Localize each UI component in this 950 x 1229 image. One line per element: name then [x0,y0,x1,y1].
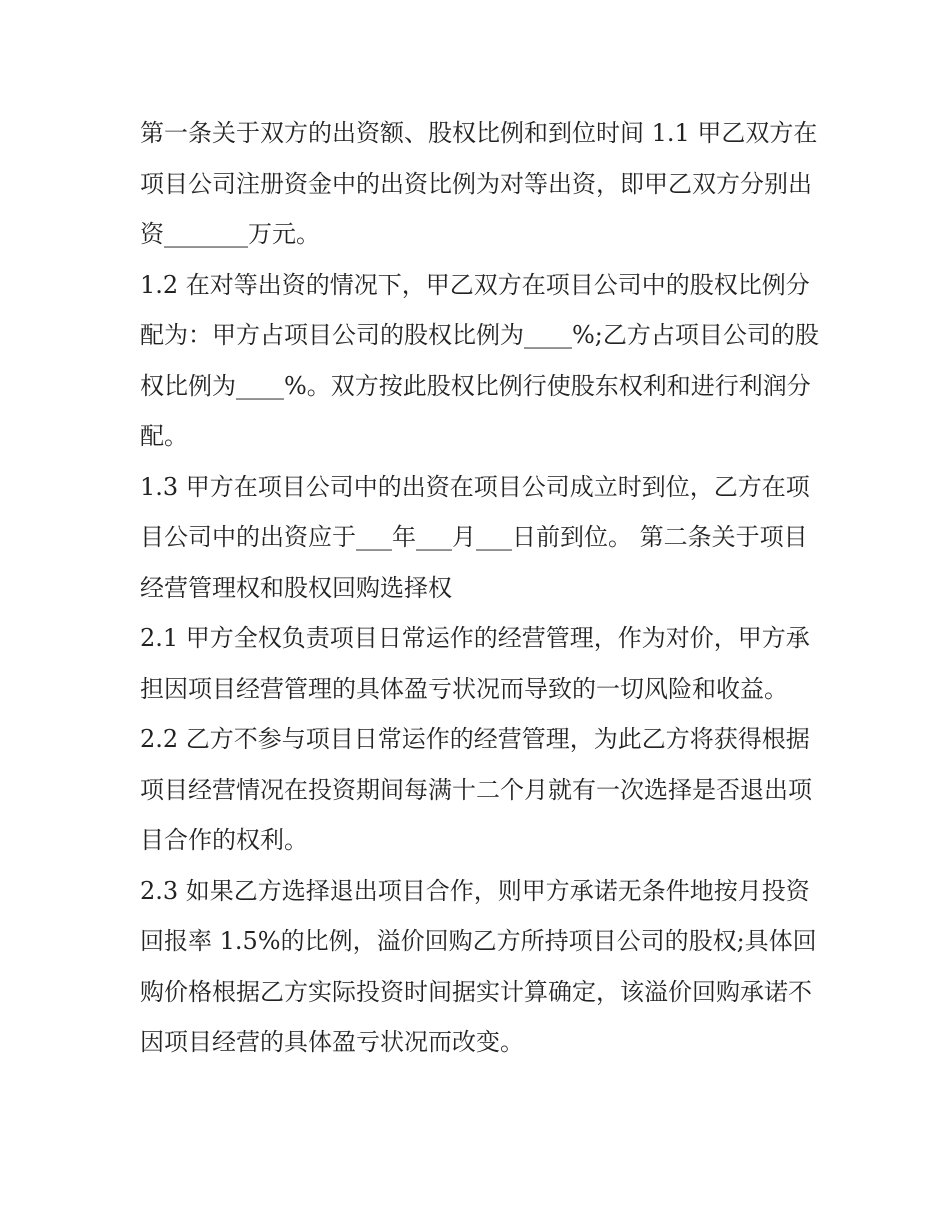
paragraph-clause-1-3: 1.3 甲方在项目公司中的出资在项目公司成立时到位，乙方在项目公司中的出资应于___年___月___日前到位。 第二条关于项目经营管理权和股权回购选择权 [140,472,810,602]
paragraph-article-1-clause-1-1: 第一条关于双方的出资额、股权比例和到位时间 1.1 甲乙双方在项目公司注册资金中的出资比例为对等出资，即甲乙双方分别出资_______万元。 [140,119,818,248]
paragraph-clause-2-2: 2.2 乙方不参与项目日常运作的经营管理，为此乙方将获得根据项目经营情况在投资期间每满十二个月就有一次选择是否退出项目合作的权利。 [140,725,812,854]
paragraph-clause-2-3: 2.3 如果乙方选择退出项目合作，则甲方承诺无条件地按月投资回报率 1.5%的比例，溢价回购乙方所持项目公司的股权;具体回购价格根据乙方实际投资时间据实计算确定，该溢价回购承诺不因项目经营的具体盈亏状况而改变。 [140,876,817,1056]
paragraph-clause-2-1: 2.1 甲方全权负责项目日常运作的经营管理，作为对价，甲方承担因项目经营管理的具体盈亏状况而导致的一切风险和收益。 [140,624,810,703]
document-body [140,108,820,1068]
paragraph-clause-1-2: 1.2 在对等出资的情况下，甲乙双方在项目公司中的股权比例分配为：甲方占项目公司的股权比例为____%;乙方占项目公司的股权比例为____%。双方按此股权比例行使股东权利和进行利润分配。 [140,270,819,450]
